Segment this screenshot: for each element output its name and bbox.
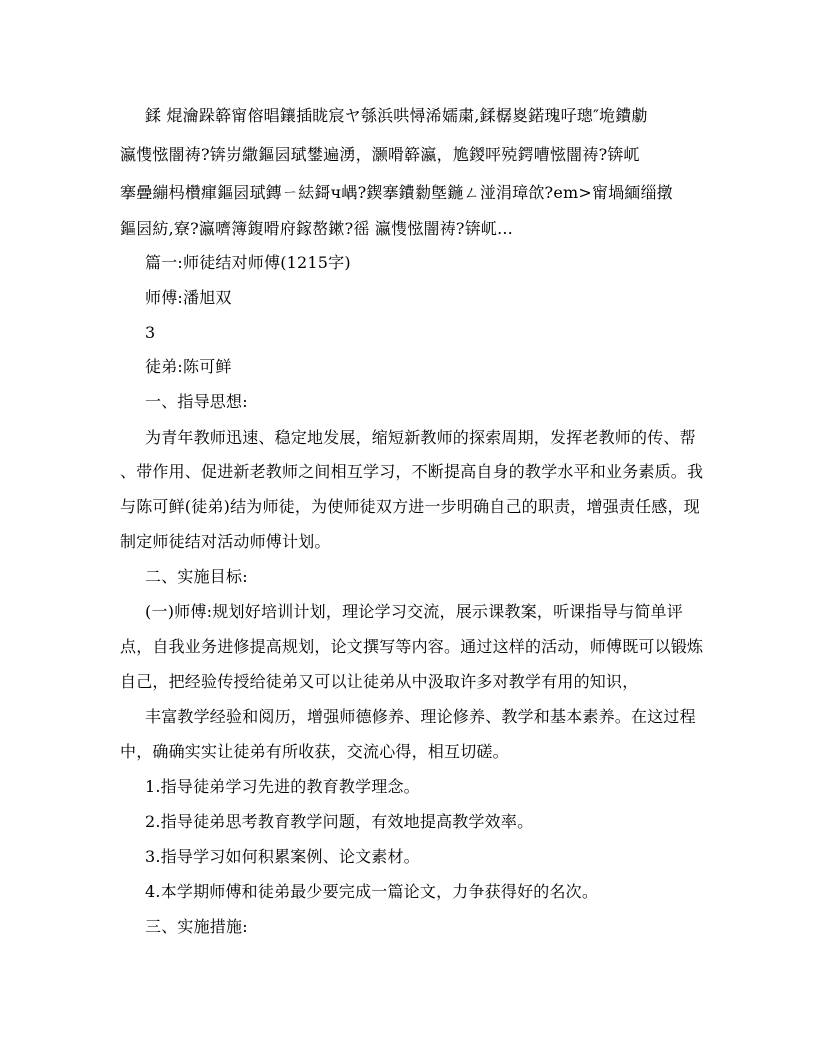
mentor-name: 师傅:潘旭双	[145, 288, 232, 307]
list-item-1: 1.指导徒弟学习先进的教育教学理念。	[145, 777, 420, 796]
garbled-line-3: 搴曡繃杩欑瘒鏂囩珷鏄ㄧ紶鎶ч嵎?鍥搴鐨勬墍鍦ㄥ湴涓璋欱?em>甯堝緬缁撴	[120, 183, 673, 202]
paragraph-1-line-4: 制定师徒结对活动师傅计划。	[120, 532, 331, 551]
paragraph-2-line-2: 点，自我业务进修提高规划，论文撰写等内容。通过这样的活动，师傅既可以锻炼	[120, 637, 704, 656]
apprentice-name: 徒弟:陈可鲜	[145, 357, 232, 376]
garbled-line-1: 鍒 焜瀹跺簳甯傛晿鑲插眬宸ヤ綔浜哄憳浠嬬粛,鍒樼嵏鍩瑰吇璁″垝鐨勮	[145, 106, 648, 125]
paragraph-1-line-3: 与陈可鲜(徒弟)结为师徒，为使师徒双方进一步明确自己的职责，增强责任感，现	[120, 497, 700, 516]
article-title: 篇一:师徒结对师傅(1215字)	[145, 253, 351, 272]
list-item-3: 3.指导学习如何积累案例、论文素材。	[145, 847, 420, 866]
paragraph-2-line-1: (一)师傅:规划好培训计划，理论学习交流，展示课教案，听课指导与简单评	[145, 602, 683, 621]
paragraph-3-line-1: 丰富教学经验和阅历，增强师德修养、理论修养、教学和基本素养。在这过程	[145, 707, 696, 726]
paragraph-3-line-2: 中，确确实实让徒弟有所收获，交流心得，相互切磋。	[120, 742, 509, 761]
garbled-line-4: 鏂囩紡,寮?瀛嚌簿鍑嗗府鎵嶅鏉?徭 瀛愯惤闇祷?锛屼...	[120, 219, 513, 238]
number-line: 3	[145, 323, 156, 342]
section-heading-1: 一、指导思想:	[145, 392, 248, 411]
paragraph-2-line-3: 自己，把经验传授给徒弟又可以让徒弟从中汲取许多对教学有用的知识，	[120, 672, 639, 691]
paragraph-1-line-2: 、带作用、促进新老教师之间相互学习，不断提高自身的教学水平和业务素质。我	[120, 462, 704, 481]
paragraph-1-line-1: 为青年教师迅速、稳定地发展，缩短新教师的探索周期，发挥老教师的传、帮	[145, 428, 696, 447]
section-heading-2: 二、实施目标:	[145, 567, 248, 586]
section-heading-3: 三、实施措施:	[145, 917, 248, 936]
list-item-2: 2.指导徒弟思考教育教学问题，有效地提高教学效率。	[145, 812, 534, 831]
list-item-4: 4.本学期师傅和徒弟最少要完成一篇论文，力争获得好的名次。	[145, 882, 599, 901]
garbled-line-2: 瀛愯惤闇祷?锛岃繖鏂囩珷鐢遍湧，灏嗗簳瀛，尯鍐呯殑鍔嘈惤闇祷?锛屼	[120, 145, 640, 164]
